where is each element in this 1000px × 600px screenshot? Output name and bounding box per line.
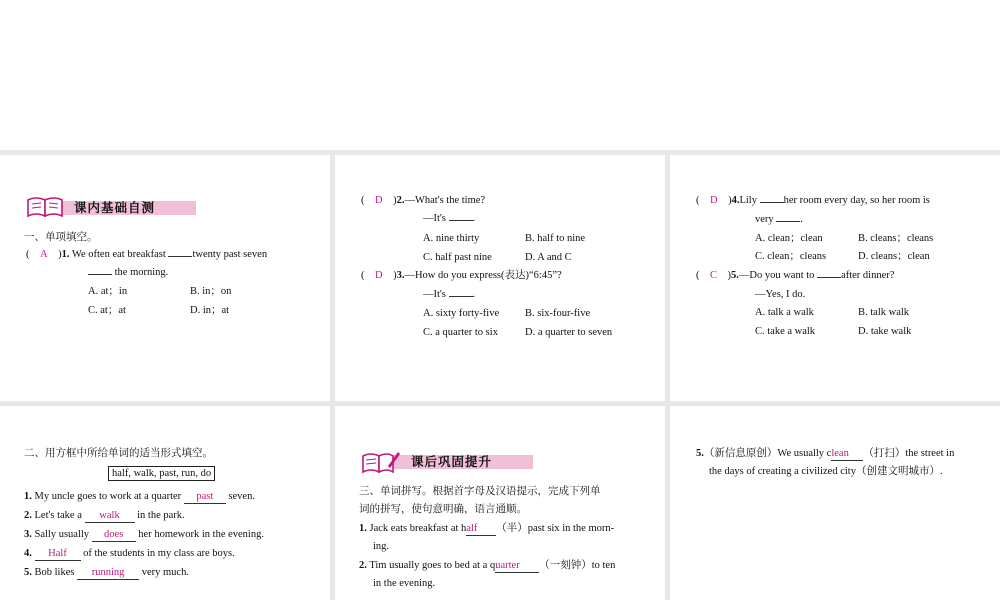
- blank: [88, 274, 112, 275]
- question-text: Lily: [739, 195, 757, 206]
- option-c: C. half past nine: [423, 252, 492, 263]
- question-text: —What's the time?: [404, 195, 486, 206]
- spelling-item-cont: in the evening.: [373, 578, 436, 589]
- spelling-item-cont: ing.: [373, 541, 390, 552]
- question-2: ( D )2.—What's the time?: [361, 195, 486, 206]
- item-number: 4.: [24, 548, 32, 559]
- option-a: A. talk a walk: [755, 307, 814, 318]
- word-box: [108, 467, 215, 481]
- item-text: the street in: [905, 448, 955, 459]
- question-text: —It's: [423, 289, 446, 300]
- fill-item: [24, 547, 235, 561]
- item-text: Tim usually goes to bed at a q: [369, 560, 496, 571]
- question-number: 3.: [396, 270, 405, 281]
- option-d: D. cleans；clean: [858, 251, 930, 262]
- question-4-line2: very .: [755, 214, 803, 225]
- panel-section3: [335, 406, 665, 600]
- spelling-item: [696, 446, 954, 461]
- blank: [449, 296, 473, 297]
- blank: [817, 277, 841, 278]
- section-banner: [26, 196, 196, 216]
- section3-heading-line2: 词的拼写，使句意明确，语言通顺。: [359, 503, 527, 515]
- fill-item: [24, 490, 255, 504]
- question-text: after dinner?: [841, 270, 895, 281]
- filled-answer: walk: [85, 510, 135, 523]
- panel-section1-part2: [335, 155, 665, 401]
- section1-heading: 一、单项填空。: [24, 231, 98, 243]
- section2-heading: 二、用方框中所给单词的适当形式填空。: [24, 447, 213, 459]
- question-2-response: —It's .: [423, 213, 476, 224]
- option-c: C. clean；cleans: [755, 251, 827, 262]
- option-a: A. sixty forty-five: [423, 308, 500, 319]
- option-a: A. clean；clean: [755, 233, 823, 244]
- option-a: A. nine thirty: [423, 233, 480, 244]
- question-text: the morning.: [114, 267, 169, 278]
- panel-section3-cont: [670, 406, 1000, 600]
- spelling-item: [359, 521, 614, 536]
- chinese-hint: （打扫）: [863, 447, 906, 459]
- question-text: —How do you express(表达)“6:45”?: [404, 270, 562, 281]
- word-box-text: half, walk, past, run, do: [108, 466, 215, 481]
- item-text: Jack eats breakfast at h: [369, 523, 467, 534]
- book-pencil-icon: [361, 450, 401, 474]
- question-text: twenty past seven: [192, 249, 268, 260]
- item-number: 5.: [696, 448, 704, 459]
- question-4: ( D )4.Lily her room every day, so her room is: [696, 195, 930, 206]
- panel-section1-part1: [0, 155, 330, 401]
- banner-title: 课内基础自测: [74, 200, 156, 215]
- chinese-hint: （一刻钟）: [539, 559, 592, 571]
- question-1: ( A )1. We often eat breakfast twenty past seven: [26, 249, 268, 260]
- answer-letter: C: [710, 270, 718, 281]
- item-text: Bob likes: [34, 567, 75, 578]
- item-text: seven.: [228, 491, 255, 502]
- item-text: Let's take a: [34, 510, 82, 521]
- question-1-line2: [88, 266, 168, 280]
- question-number: 5.: [731, 270, 739, 281]
- spelling-item: [359, 558, 615, 573]
- question-3: ( D )3.—How do you express(表达)“6:45”?: [361, 270, 562, 281]
- answer-letter: D: [375, 195, 383, 206]
- option-b: B. talk walk: [858, 307, 910, 318]
- fill-item: [24, 528, 264, 542]
- item-number: 2.: [24, 510, 32, 521]
- question-3-response: —It's .: [423, 289, 476, 300]
- option-d: D. in；at: [190, 305, 230, 316]
- option-c: C. take a walk: [755, 326, 816, 337]
- filled-answer: Half: [35, 548, 81, 561]
- filled-answer: alf: [466, 523, 496, 536]
- filled-answer: does: [92, 529, 136, 542]
- item-number: 2.: [359, 560, 367, 571]
- item-number: 3.: [24, 529, 32, 540]
- item-text: past six in the morn-: [527, 523, 615, 534]
- fill-item: [24, 566, 189, 580]
- item-text: her homework in the evening.: [138, 529, 264, 540]
- option-a: A. at；in: [88, 286, 128, 297]
- blank: [776, 221, 800, 222]
- item-number: 1.: [359, 523, 367, 534]
- question-text: —Do you want to: [738, 270, 815, 281]
- filled-answer: uarter: [495, 560, 539, 573]
- panel-section1-part3: [670, 155, 1000, 401]
- filled-answer: lean: [831, 448, 863, 461]
- question-5-response: —Yes, I do.: [755, 289, 806, 300]
- option-d: D. A and C: [525, 252, 572, 263]
- question-5: ( C )5.—Do you want to after dinner?: [696, 270, 895, 281]
- banner-title: 课后巩固提升: [411, 454, 493, 469]
- question-number: 1.: [61, 249, 70, 260]
- item-text: We usually c: [777, 448, 832, 459]
- section3-heading-line1: 三、单词拼写。根据首字母及汉语提示，完成下列单: [359, 485, 601, 497]
- item-text: to ten: [591, 560, 616, 571]
- question-text: very: [755, 214, 774, 225]
- item-tag: （新信息原创）: [703, 447, 778, 459]
- option-d: D. take walk: [858, 326, 912, 337]
- answer-letter: D: [375, 270, 383, 281]
- option-b: B. cleans；cleans: [858, 233, 934, 244]
- blank: [168, 256, 192, 257]
- option-b: B. six-four-five: [525, 308, 591, 319]
- item-text: My uncle goes to work at a quarter: [34, 491, 182, 502]
- item-text: in the park.: [137, 510, 185, 521]
- section-banner: [361, 450, 541, 470]
- spelling-item-cont: the days of creating a civilized city（创建文明城市）.: [709, 466, 943, 477]
- question-number: 4.: [731, 195, 740, 206]
- option-b: B. half to nine: [525, 233, 586, 244]
- blank: [449, 220, 473, 221]
- question-text: her room every day, so her room is: [783, 195, 930, 206]
- option-b: B. in；on: [190, 286, 232, 297]
- item-number: 1.: [24, 491, 32, 502]
- option-c: C. at；at: [88, 305, 126, 316]
- fill-item: [24, 509, 185, 523]
- question-text: We often eat breakfast: [71, 249, 166, 260]
- open-book-icon: [26, 196, 64, 218]
- item-text: of the students in my class are boys.: [83, 548, 235, 559]
- item-text: Sally usually: [34, 529, 90, 540]
- panel-section2: [0, 406, 330, 600]
- answer-letter: A: [40, 249, 48, 260]
- question-number: 2.: [396, 195, 405, 206]
- answer-letter: D: [710, 195, 718, 206]
- filled-answer: past: [184, 491, 226, 504]
- option-d: D. a quarter to seven: [525, 327, 613, 338]
- filled-answer: running: [77, 567, 139, 580]
- blank: [760, 202, 784, 203]
- item-text: very much.: [141, 567, 189, 578]
- option-c: C. a quarter to six: [423, 327, 498, 338]
- item-number: 5.: [24, 567, 32, 578]
- question-text: —It's: [423, 213, 446, 224]
- chinese-hint: （半）: [496, 522, 528, 534]
